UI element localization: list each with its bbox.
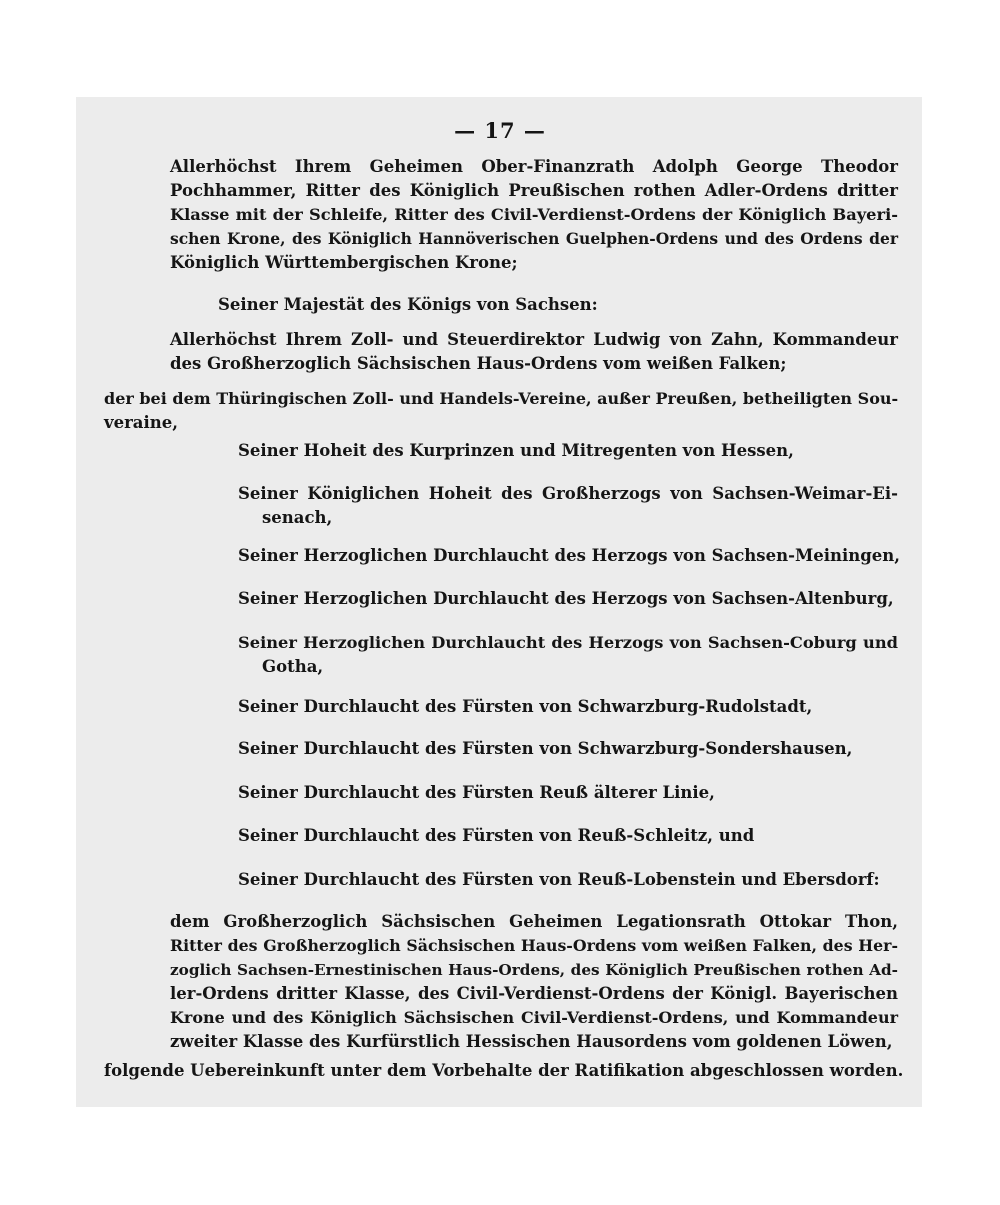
text-line: schen Krone, des Königlich Hannöverischen Guelphen-Ordens und des Ordens der <box>170 229 898 248</box>
text-line: Seiner Durchlaucht des Fürsten von Reuß-Schleitz, und <box>238 826 755 845</box>
text-line: Seiner Herzoglichen Durchlaucht des Herzogs von Sachsen-Coburg und <box>238 633 898 652</box>
text-line: Seiner Durchlaucht des Fürsten von Schwarzburg-Sondershausen, <box>238 739 853 758</box>
text-line: veraine, <box>104 413 178 432</box>
text-line: Ritter des Großherzoglich Sächsischen Haus-Ordens vom weißen Falken, des Her- <box>170 936 898 955</box>
text-line: zweiter Klasse des Kurfürstlich Hessischen Hausordens vom goldenen Löwen, <box>170 1032 893 1051</box>
text-line: ler-Ordens dritter Klasse, des Civil-Verdienst-Ordens der Königl. Bayerischen <box>170 984 898 1003</box>
page-number: — 17 — <box>454 118 546 143</box>
text-line: zoglich Sachsen-Ernestinischen Haus-Ordens, des Königlich Preußischen rothen Ad- <box>170 961 898 979</box>
text-line: Pochhammer, Ritter des Königlich Preußischen rothen Adler-Ordens dritter <box>170 181 898 200</box>
text-line: Seiner Majestät des Königs von Sachsen: <box>218 295 598 314</box>
text-line: Seiner Hoheit des Kurprinzen und Mitregenten von Hessen, <box>238 441 794 460</box>
text-line: Seiner Herzoglichen Durchlaucht des Herzogs von Sachsen-Altenburg, <box>238 589 894 608</box>
text-line: Gotha, <box>262 657 324 676</box>
text-line: Seiner Durchlaucht des Fürsten Reuß älterer Linie, <box>238 783 715 802</box>
text-line: senach, <box>262 508 333 527</box>
text-line: dem Großherzoglich Sächsischen Geheimen Legationsrath Ottokar Thon, <box>170 912 898 931</box>
text-line: folgende Uebereinkunft unter dem Vorbehalte der Ratifikation abgeschlossen worden. <box>104 1061 904 1080</box>
text-line: der bei dem Thüringischen Zoll- und Handels-Vereine, außer Preußen, betheiligten Sou- <box>104 389 899 408</box>
text-line: Allerhöchst Ihrem Zoll- und Steuerdirektor Ludwig von Zahn, Kommandeur <box>170 330 898 349</box>
text-line: Seiner Herzoglichen Durchlaucht des Herzogs von Sachsen-Meiningen, <box>238 546 901 565</box>
text-line: Seiner Durchlaucht des Fürsten von Reuß-Lobenstein und Ebersdorf: <box>238 870 880 889</box>
text-line: Seiner Königlichen Hoheit des Großherzogs von Sachsen-Weimar-Ei- <box>238 484 898 503</box>
text-line: Seiner Durchlaucht des Fürsten von Schwarzburg-Rudolstadt, <box>238 697 813 716</box>
text-line: Königlich Württembergischen Krone; <box>170 253 518 272</box>
text-line: Allerhöchst Ihrem Geheimen Ober-Finanzrath Adolph George Theodor <box>170 157 898 176</box>
text-line: des Großherzoglich Sächsischen Haus-Ordens vom weißen Falken; <box>170 354 787 373</box>
text-line: Krone und des Königlich Sächsischen Civil-Verdienst-Ordens, und Kommandeur <box>170 1008 898 1027</box>
text-line: Klasse mit der Schleife, Ritter des Civil-Verdienst-Ordens der Königlich Bayeri- <box>170 205 898 224</box>
